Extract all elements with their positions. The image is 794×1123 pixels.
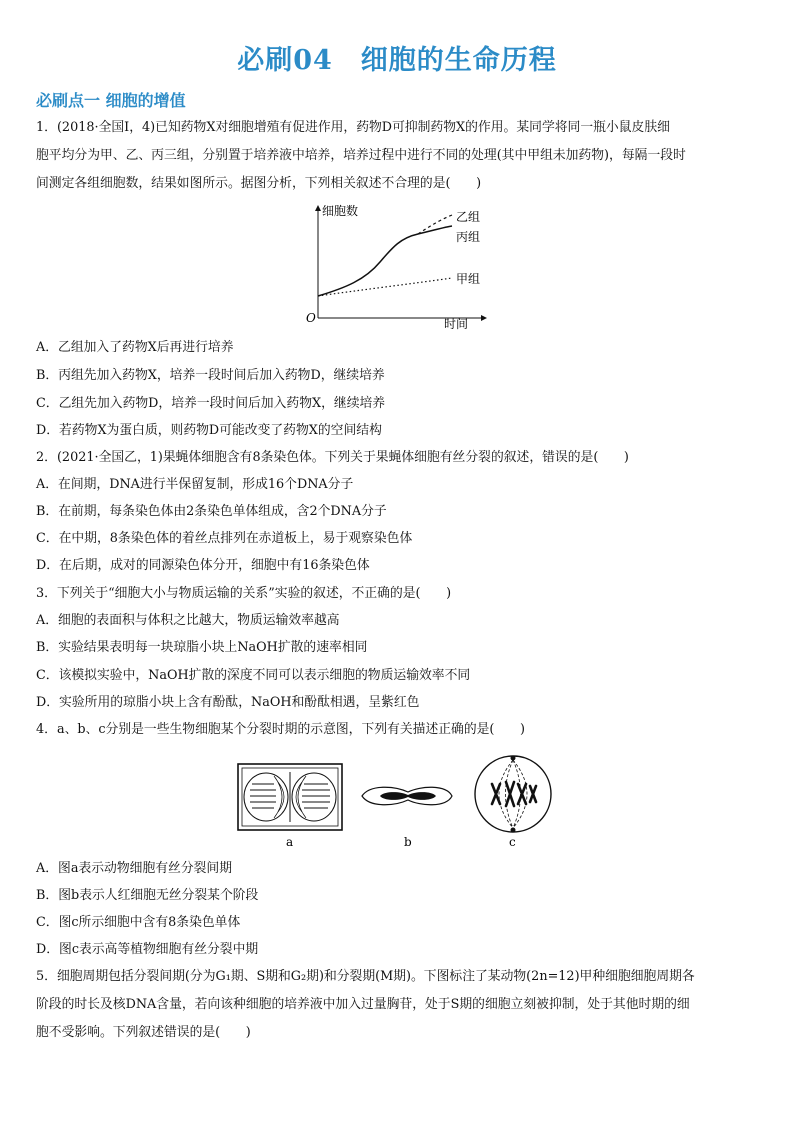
series-yi-line	[418, 215, 452, 234]
q5-stem-line-3: 胞不受影响。下列叙述错误的是( )	[36, 1025, 251, 1040]
q5-stem-line-1: 5．细胞周期包括分裂间期(分为G₁期、S期和G₂期)和分裂期(M期)。下图标注了某动物(2n=12)甲种细胞细胞周期各	[36, 969, 695, 984]
q2-option-c: C．在中期，8条染色体的着丝点排列在赤道板上，易于观察染色体	[36, 531, 413, 546]
series-yi-label: 乙组	[456, 210, 481, 224]
q4-option-d: D．图c表示高等植物细胞有丝分裂中期	[36, 942, 259, 957]
q1-stem-line-3: 间测定各组细胞数，结果如图所示。据图分析，下列相关叙述不合理的是( )	[36, 176, 482, 191]
q4-option-a: A．图a表示动物细胞有丝分裂间期	[36, 861, 233, 876]
series-jia-line	[318, 278, 452, 296]
q4-option-c: C．图c所示细胞中含有8条染色单体	[36, 915, 241, 930]
q4-stem: 4．a、b、c分别是一些生物细胞某个分裂时期的示意图，下列有关描述正确的是( )	[36, 722, 526, 737]
series-bing-label: 丙组	[456, 230, 481, 244]
q3-option-c: C．该模拟实验中，NaOH扩散的深度不同可以表示细胞的物质运输效率不同	[36, 668, 471, 683]
q1-option-d: D．若药物X为蛋白质，则药物D可能改变了药物X的空间结构	[36, 423, 382, 438]
q4-cell-division-figure	[230, 750, 560, 852]
q1-stem-line-1: 1．(2018·全国Ⅰ，4)已知药物X对细胞增殖有促进作用，药物D可抑制药物X的作用。某同学将同一瓶小鼠皮肤细	[36, 120, 670, 135]
series-jia-label: 甲组	[456, 272, 481, 286]
q3-option-a: A．细胞的表面积与体积之比越大，物质运输效率越高	[36, 613, 340, 628]
figure-b-cell	[362, 787, 452, 849]
y-axis-label: 细胞数	[322, 204, 359, 218]
q1-option-a: A．乙组加入了药物X后再进行培养	[36, 340, 234, 355]
figure-c-label: c	[509, 835, 516, 849]
q4-option-b: B．图b表示人红细胞无丝分裂某个阶段	[36, 888, 259, 903]
q3-option-b: B．实验结果表明每一块琼脂小块上NaOH扩散的速率相同	[36, 640, 368, 655]
series-bing-line	[318, 226, 452, 296]
section-heading: 必刷点一 细胞的增值	[36, 91, 186, 110]
q2-option-a: A．在间期，DNA进行半保留复制，形成16个DNA分子	[36, 477, 354, 492]
q5-stem-line-2: 阶段的时长及核DNA含量，若向该种细胞的培养液中加入过量胸苷，处于S期的细胞立刻被抑制，处于其他时期的细	[36, 997, 690, 1012]
figure-b-label: b	[404, 835, 412, 849]
figure-a-label: a	[286, 835, 294, 849]
q2-option-d: D．在后期，成对的同源染色体分开，细胞中有16条染色体	[36, 558, 370, 573]
q3-stem: 3．下列关于“细胞大小与物质运输的关系”实验的叙述，不正确的是( )	[36, 586, 452, 601]
q1-option-c: C．乙组先加入药物D，培养一段时间后加入药物X，继续培养	[36, 396, 386, 411]
q2-stem: 2．(2021·全国乙，1)果蝇体细胞含有8条染色体。下列关于果蝇体细胞有丝分裂的叙述，错误的是( )	[36, 450, 629, 465]
q3-option-d: D．实验所用的琼脂小块上含有酚酞，NaOH和酚酞相遇，呈紫红色	[36, 695, 420, 710]
x-axis-label: 时间	[444, 317, 469, 331]
figure-a-cell	[238, 764, 342, 849]
q1-option-b: B．丙组先加入药物X，培养一段时间后加入药物D，继续培养	[36, 368, 385, 383]
origin-label: O	[306, 311, 316, 325]
figure-c-cell	[475, 756, 551, 850]
q2-option-b: B．在前期，每条染色体由2条染色单体组成，含2个DNA分子	[36, 504, 387, 519]
q1-growth-figure	[300, 200, 500, 335]
q1-stem-line-2: 胞平均分为甲、乙、丙三组，分别置于培养液中培养，培养过程中进行不同的处理(其中甲组未加药物)，每隔一段时	[36, 148, 686, 163]
page-title: 必刷04 细胞的生命历程	[237, 45, 557, 76]
